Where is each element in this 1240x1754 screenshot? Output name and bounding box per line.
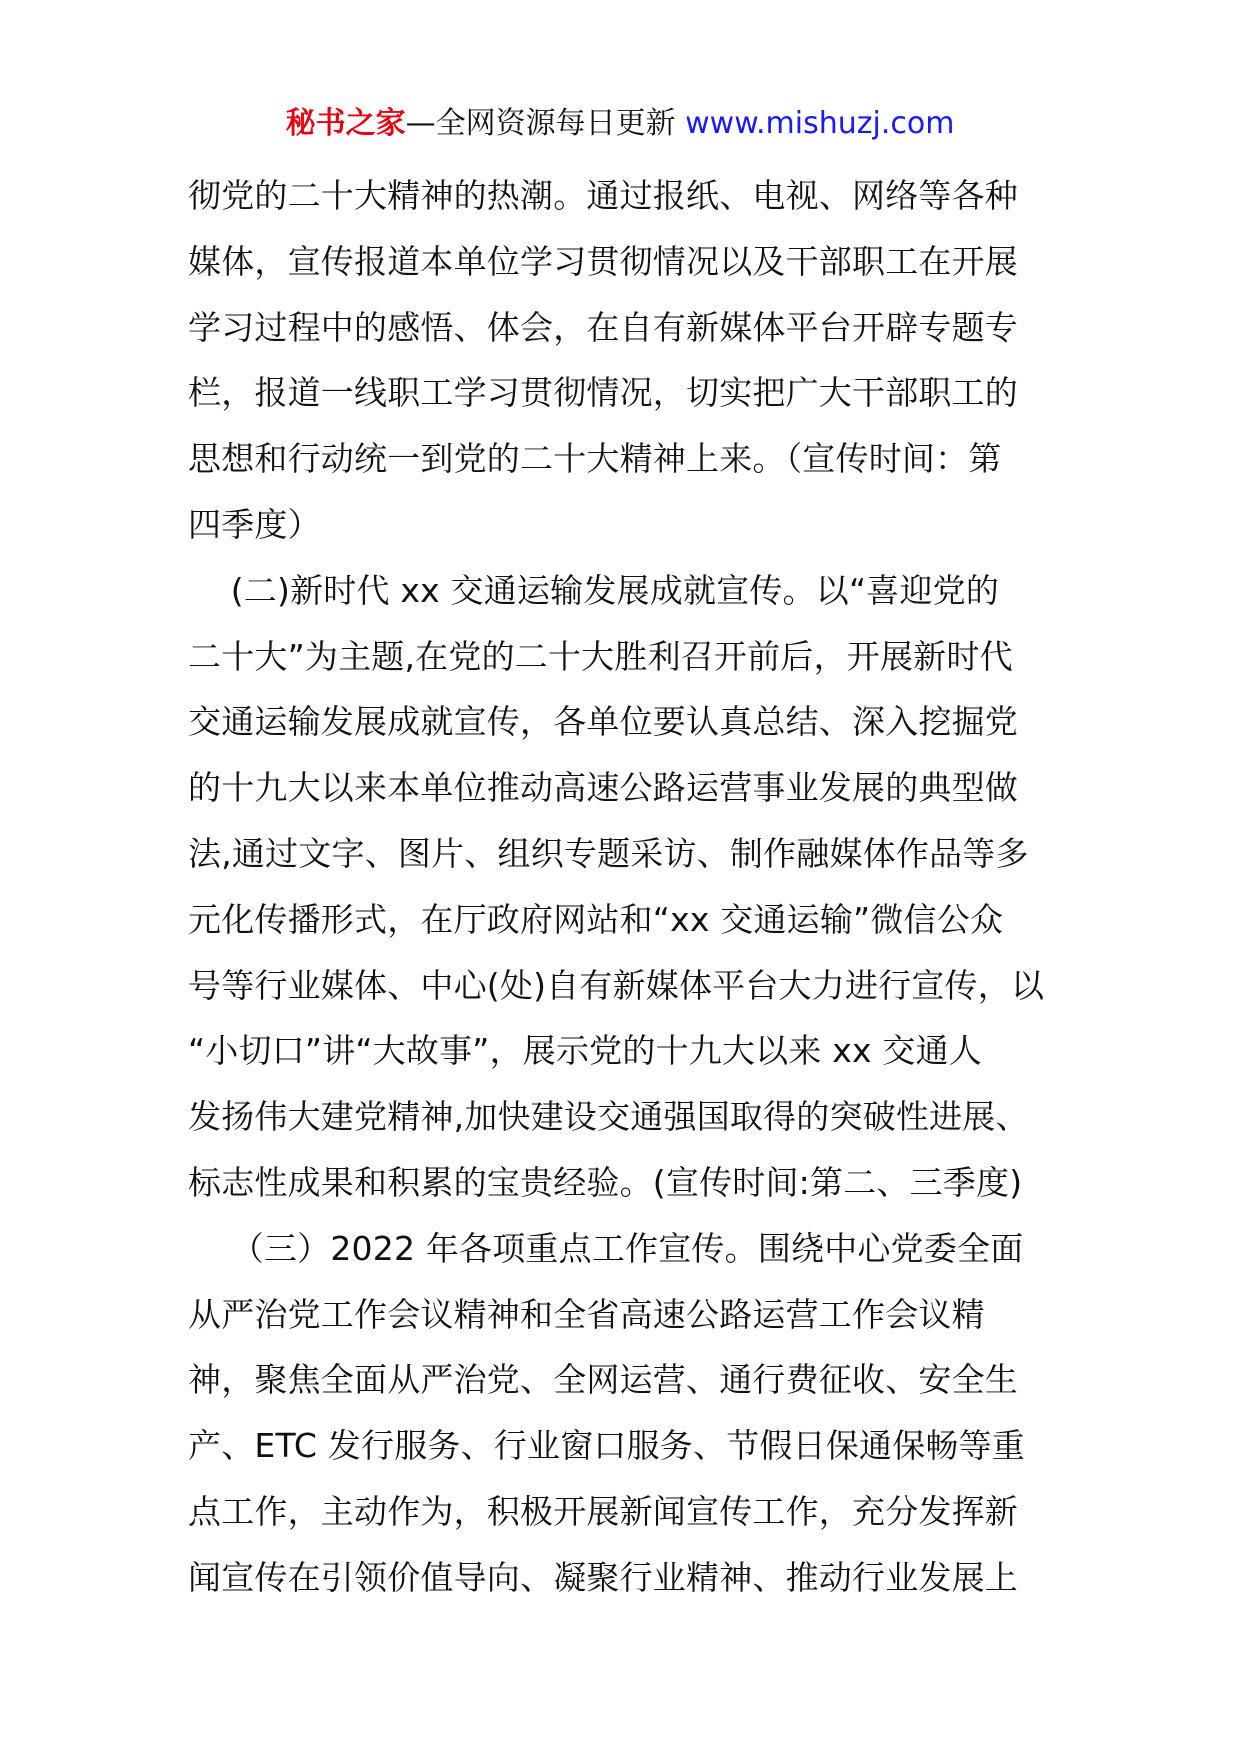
section-heading-line: (二)新时代 xx 交通运输发展成就宣传。以“喜迎党的 xyxy=(188,570,1000,610)
body-line: 产、ETC 发行服务、行业窗口服务、节假日保通保畅等重 xyxy=(188,1426,1026,1466)
body-line: 神，聚焦全面从严治党、全网运营、通行费征收、安全生 xyxy=(188,1360,1018,1400)
body-line: 闻宣传在引领价值导向、凝聚行业精神、推动行业发展上 xyxy=(188,1557,1018,1597)
body-line: 从严治党工作会议精神和全省高速公路运营工作会议精 xyxy=(188,1294,985,1334)
body-line: 法,通过文字、图片、组织专题采访、制作融媒体作品等多 xyxy=(188,833,1029,873)
body-line: 标志性成果和积累的宝贵经验。(宣传时间:第二、三季度) xyxy=(188,1162,1023,1202)
body-line: 思想和行动统一到党的二十大精神上来。（宣传时间：第 xyxy=(188,439,1002,479)
document-body xyxy=(188,163,1056,1611)
body-line: 元化传播形式，在厅政府网站和“xx 交通运输”微信公众 xyxy=(188,899,1004,939)
body-line: 二十大”为主题,在党的二十大胜利召开前后，开展新时代 xyxy=(188,636,1013,676)
body-line: 彻党的二十大精神的热潮。通过报纸、电视、网络等各种 xyxy=(188,176,1018,215)
body-line: “小切口”讲“大故事”，展示党的十九大以来 xx 交通人 xyxy=(188,1031,983,1071)
site-tagline: —全网资源每日更新 xyxy=(405,106,686,141)
body-line: 交通运输发展成就宣传，各单位要认真总结、深入挖掘党 xyxy=(188,702,1018,742)
body-line: 四季度） xyxy=(188,504,321,544)
body-line: 学习过程中的感悟、体会，在自有新媒体平台开辟专题专 xyxy=(188,307,1018,347)
body-line: 点工作，主动作为，积极开展新闻宣传工作，充分发挥新 xyxy=(188,1491,1018,1531)
page-header xyxy=(0,103,1240,145)
section-heading-line: （三）2022 年各项重点工作宣传。围绕中心党委全面 xyxy=(188,1228,1024,1268)
body-line: 号等行业媒体、中心(处)自有新媒体平台大力进行宣传，以 xyxy=(188,965,1045,1005)
body-line: 的十九大以来本单位推动高速公路运营事业发展的典型做 xyxy=(188,768,1018,808)
body-line: 栏，报道一线职工学习贯彻情况，切实把广大干部职工的 xyxy=(188,373,1018,413)
body-line: 发扬伟大建党精神,加快建设交通强国取得的突破性进展、 xyxy=(188,1097,1029,1137)
site-brand: 秘书之家 xyxy=(285,106,406,141)
site-url-link[interactable]: www.mishuzj.com xyxy=(685,106,955,141)
body-line: 媒体，宣传报道本单位学习贯彻情况以及干部职工在开展 xyxy=(188,241,1018,281)
